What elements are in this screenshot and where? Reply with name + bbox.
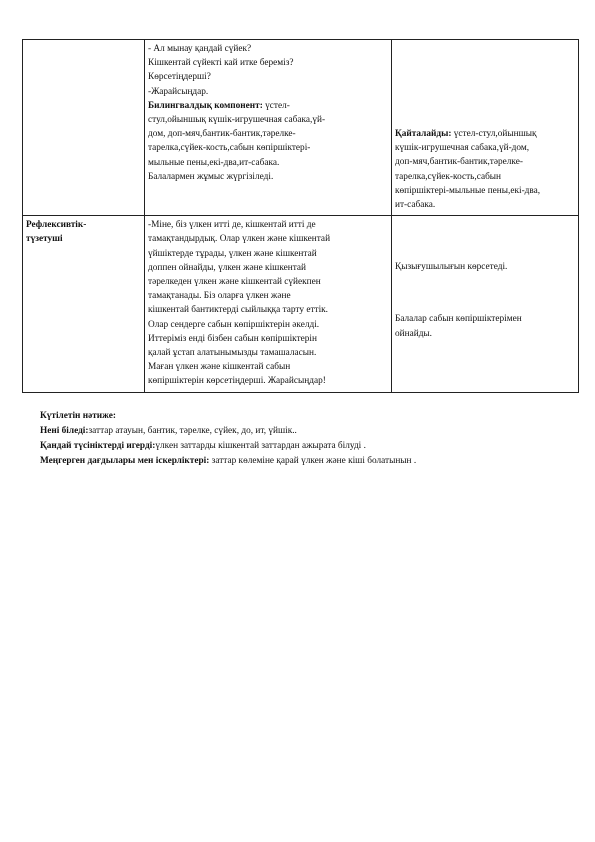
- teacher-line: көпіршіктерін көрсетіңдерші. Жарайсыңдар!: [148, 376, 326, 387]
- spacer: [395, 42, 575, 127]
- child-line: доп-мяч,бантик-бантик,тәрелке-: [395, 157, 523, 168]
- child-line: тарелка,сүйек-кость,сабын: [395, 171, 502, 182]
- teacher-line: тәрелкеден үлкен және кішкентай сүйекпен: [148, 277, 321, 288]
- bilingual-component-text: үстел-: [262, 100, 290, 111]
- repeat-line: [395, 127, 575, 141]
- teacher-line: дом, доп-мяч,бантик-бантик,тәрелке-: [148, 129, 296, 140]
- repeat-text: үстел-стул,ойыншық: [451, 129, 537, 139]
- teacher-line: кішкентай бантиктерді сыйлыққа тарту еттік.: [148, 305, 328, 316]
- child-line: күшік-игрушечная сабака,үй-дом,: [395, 143, 530, 154]
- teacher-line: үйшіктерде тұрады, үлкен және кішкентай: [148, 248, 317, 259]
- results-heading: Күтілетін нәтиже:: [40, 411, 116, 421]
- spacer: [395, 218, 575, 260]
- child-activity-cell: [392, 40, 579, 216]
- result-skills: [40, 454, 580, 469]
- result-label: Меңгерген дағдылары мен іскерліктері:: [40, 456, 210, 466]
- child-line: көпіршіктері-мыльные пены,екі-два,: [395, 185, 541, 196]
- teacher-line: стул,ойыншық күшік-игрушечная сабака,үй-: [148, 115, 326, 126]
- child-line: Балалар сабын көпіршіктерімен: [395, 314, 522, 325]
- teacher-line: тамақтандырдық. Олар үлкен және кішкентай: [148, 234, 331, 245]
- result-knows: [40, 424, 580, 439]
- lesson-plan-table: [22, 39, 579, 393]
- teacher-line: Иттеріміз енді бізбен сабын көпіршіктерін: [148, 333, 317, 344]
- result-understands: [40, 439, 580, 454]
- child-line: ит-сабака.: [395, 200, 436, 211]
- child-line: ойнайды.: [395, 328, 433, 339]
- stage-cell: [23, 216, 145, 392]
- teacher-line: қалай ұстап алатынымызды тамашаласын.: [148, 348, 317, 359]
- teacher-line: -Жарайсыңдар.: [148, 86, 209, 97]
- teacher-line: мыльные пены,екі-два,ит-сабака.: [148, 157, 280, 168]
- teacher-line: -Міне, біз үлкен итті де, кішкентай итті де: [148, 220, 316, 231]
- teacher-line: Олар сендерге сабын көпіршіктерін әкелді.: [148, 319, 320, 330]
- result-text: үлкен заттарды кішкентай заттардан ажырата білуді .: [155, 441, 366, 451]
- bilingual-component-line: [148, 99, 388, 113]
- teacher-line: доппен ойнайды, үлкен және кішкентай: [148, 262, 306, 273]
- stage-label: түзетуші: [26, 234, 63, 245]
- teacher-line: - Ал мынау қандай сүйек?: [148, 44, 252, 54]
- teacher-line: Маған үлкен және кішкентай сабын: [148, 362, 291, 373]
- result-label: Нені біледі:: [40, 426, 89, 436]
- teacher-line: тарелка,сүйек-кость,сабын көпіршіктері-: [148, 143, 311, 154]
- result-text: заттар көлеміне қарай үлкен және кіші болатынын .: [209, 456, 417, 466]
- teacher-line: Кішкентай сүйекті кай итке береміз?: [148, 58, 294, 69]
- table-row: [23, 40, 579, 216]
- repeat-label: Қайталайды:: [395, 129, 452, 139]
- table-row: [23, 216, 579, 392]
- teacher-line: Көрсетіңдерші?: [148, 72, 211, 83]
- teacher-line: тамақтанады. Біз оларға үлкен және: [148, 291, 291, 302]
- spacer: [395, 274, 575, 312]
- bilingual-component-label: Билингвалдық компонент:: [148, 100, 263, 111]
- teacher-activity-cell: [145, 216, 392, 392]
- stage-cell: [23, 40, 145, 216]
- teacher-line: Балалармен жұмыс жүргізіледі.: [148, 171, 274, 182]
- teacher-activity-cell: [145, 40, 392, 216]
- child-line: Қызығушылығын көрсетеді.: [395, 262, 508, 273]
- result-text: заттар атауын, бантик, тәрелке, сүйек, до, ит, үйшік..: [88, 426, 297, 436]
- child-activity-cell: [392, 216, 579, 392]
- result-label: Қандай түсініктерді игерді:: [40, 441, 156, 451]
- stage-label: Рефлексивтік-: [26, 220, 87, 231]
- expected-results: [40, 409, 580, 469]
